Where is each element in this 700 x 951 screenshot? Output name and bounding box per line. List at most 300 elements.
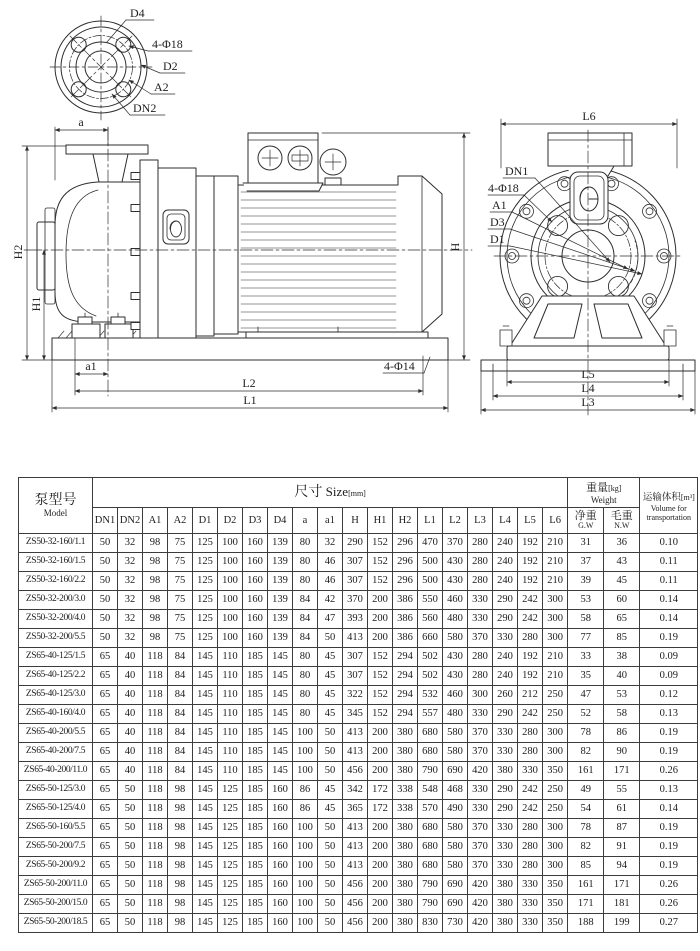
label-dn1: DN1 <box>505 164 529 178</box>
value-cell: 110 <box>218 743 243 762</box>
model-cell: ZS65-50-160/5.5 <box>19 819 93 838</box>
value-cell: 98 <box>168 838 193 857</box>
value-cell: 50 <box>318 857 343 876</box>
value-cell: 580 <box>443 743 468 762</box>
value-cell: 413 <box>343 819 368 838</box>
terminal-box-front <box>548 133 632 166</box>
value-cell: 125 <box>193 610 218 629</box>
value-cell: 790 <box>418 895 443 914</box>
dim-label-h: H <box>448 242 462 252</box>
value-cell: 145 <box>193 876 218 895</box>
dim-label-a: a <box>78 115 84 129</box>
value-cell: 100 <box>293 838 318 857</box>
value-cell: 85 <box>568 857 604 876</box>
value-cell: 370 <box>443 534 468 553</box>
value-cell: 75 <box>168 591 193 610</box>
value-cell: 125 <box>218 876 243 895</box>
value-cell: 192 <box>518 553 543 572</box>
value-cell: 502 <box>418 648 443 667</box>
value-cell: 210 <box>543 534 568 553</box>
value-cell: 192 <box>518 648 543 667</box>
value-cell: 50 <box>318 895 343 914</box>
value-cell: 86 <box>293 781 318 800</box>
value-cell: 370 <box>343 591 368 610</box>
label-d1: D1 <box>490 232 505 246</box>
value-cell: 84 <box>293 629 318 648</box>
value-cell: 53 <box>568 591 604 610</box>
dim-label-l1: L1 <box>243 393 257 407</box>
value-cell: 160 <box>243 629 268 648</box>
value-cell: 100 <box>218 591 243 610</box>
value-cell: 680 <box>418 838 443 857</box>
value-cell: 110 <box>218 705 243 724</box>
value-cell: 50 <box>118 800 143 819</box>
value-cell: 45 <box>318 781 343 800</box>
pump-foot-pad <box>105 324 133 338</box>
value-cell: 50 <box>118 895 143 914</box>
table-row <box>19 705 698 724</box>
value-cell: 690 <box>443 895 468 914</box>
value-cell: 139 <box>268 572 293 591</box>
value-cell: 200 <box>368 819 393 838</box>
value-cell: 480 <box>443 610 468 629</box>
value-cell: 200 <box>368 895 393 914</box>
value-cell: 125 <box>193 553 218 572</box>
table-row <box>19 743 698 762</box>
value-cell: 185 <box>243 686 268 705</box>
value-cell: 330 <box>493 838 518 857</box>
value-cell: 50 <box>93 572 118 591</box>
value-cell: 47 <box>318 610 343 629</box>
col-l2: L2 <box>443 508 468 534</box>
value-cell: 307 <box>343 572 368 591</box>
value-cell: 161 <box>568 876 604 895</box>
value-cell: 200 <box>368 762 393 781</box>
value-cell: 690 <box>443 876 468 895</box>
col-h2: H2 <box>393 508 418 534</box>
value-cell: 0.11 <box>640 553 698 572</box>
table-row <box>19 553 698 572</box>
value-cell: 139 <box>268 553 293 572</box>
value-cell: 210 <box>543 648 568 667</box>
value-cell: 110 <box>218 762 243 781</box>
value-cell: 171 <box>568 895 604 914</box>
value-cell: 50 <box>318 876 343 895</box>
value-cell: 380 <box>393 838 418 857</box>
value-cell: 40 <box>118 743 143 762</box>
value-cell: 98 <box>168 819 193 838</box>
value-cell: 43 <box>604 553 640 572</box>
value-cell: 580 <box>443 819 468 838</box>
value-cell: 242 <box>518 800 543 819</box>
value-cell: 200 <box>368 876 393 895</box>
value-cell: 200 <box>368 743 393 762</box>
value-cell: 145 <box>193 724 218 743</box>
value-cell: 98 <box>143 534 168 553</box>
value-cell: 185 <box>243 914 268 933</box>
model-cell: ZS50-32-200/3.0 <box>19 591 93 610</box>
value-cell: 307 <box>343 648 368 667</box>
value-cell: 290 <box>493 610 518 629</box>
value-cell: 77 <box>568 629 604 648</box>
value-cell: 160 <box>268 819 293 838</box>
value-cell: 118 <box>143 876 168 895</box>
value-cell: 330 <box>518 762 543 781</box>
value-cell: 420 <box>468 895 493 914</box>
value-cell: 50 <box>318 838 343 857</box>
value-cell: 242 <box>518 591 543 610</box>
value-cell: 185 <box>243 705 268 724</box>
value-cell: 330 <box>493 857 518 876</box>
col-d1: D1 <box>193 508 218 534</box>
value-cell: 300 <box>543 724 568 743</box>
value-cell: 160 <box>268 838 293 857</box>
value-cell: 185 <box>243 838 268 857</box>
value-cell: 118 <box>143 686 168 705</box>
dim-label-h2: H2 <box>11 244 25 260</box>
value-cell: 0.14 <box>640 800 698 819</box>
value-cell: 45 <box>318 800 343 819</box>
value-cell: 65 <box>93 876 118 895</box>
value-cell: 250 <box>543 781 568 800</box>
value-cell: 32 <box>118 553 143 572</box>
value-cell: 50 <box>118 914 143 933</box>
value-cell: 160 <box>268 876 293 895</box>
value-cell: 118 <box>143 800 168 819</box>
table-row <box>19 914 698 933</box>
value-cell: 45 <box>318 686 343 705</box>
value-cell: 350 <box>543 876 568 895</box>
value-cell: 50 <box>318 914 343 933</box>
value-cell: 100 <box>293 895 318 914</box>
value-cell: 185 <box>243 648 268 667</box>
value-cell: 39 <box>568 572 604 591</box>
value-cell: 118 <box>143 667 168 686</box>
table-row <box>19 800 698 819</box>
value-cell: 145 <box>193 819 218 838</box>
col-a2: A2 <box>168 508 193 534</box>
value-cell: 680 <box>418 819 443 838</box>
value-cell: 420 <box>468 762 493 781</box>
value-cell: 50 <box>318 724 343 743</box>
value-cell: 413 <box>343 743 368 762</box>
value-cell: 185 <box>243 857 268 876</box>
value-cell: 98 <box>168 914 193 933</box>
value-cell: 80 <box>293 686 318 705</box>
value-cell: 557 <box>418 705 443 724</box>
value-cell: 152 <box>368 572 393 591</box>
brand-badge <box>570 172 608 224</box>
value-cell: 50 <box>318 629 343 648</box>
value-cell: 125 <box>193 629 218 648</box>
value-cell: 84 <box>168 705 193 724</box>
value-cell: 139 <box>268 629 293 648</box>
value-cell: 80 <box>293 553 318 572</box>
value-cell: 580 <box>443 857 468 876</box>
value-cell: 145 <box>268 743 293 762</box>
value-cell: 185 <box>243 781 268 800</box>
value-cell: 50 <box>118 857 143 876</box>
value-cell: 830 <box>418 914 443 933</box>
value-cell: 0.19 <box>640 743 698 762</box>
value-cell: 250 <box>543 705 568 724</box>
value-cell: 260 <box>493 686 518 705</box>
value-cell: 50 <box>93 610 118 629</box>
value-cell: 160 <box>268 800 293 819</box>
value-cell: 36 <box>604 534 640 553</box>
value-cell: 240 <box>493 553 518 572</box>
value-cell: 145 <box>193 895 218 914</box>
value-cell: 330 <box>468 591 493 610</box>
value-cell: 145 <box>193 686 218 705</box>
value-cell: 680 <box>418 857 443 876</box>
value-cell: 145 <box>268 686 293 705</box>
value-cell: 50 <box>93 534 118 553</box>
value-cell: 500 <box>418 553 443 572</box>
value-cell: 380 <box>393 762 418 781</box>
value-cell: 118 <box>143 838 168 857</box>
value-cell: 300 <box>468 686 493 705</box>
value-cell: 296 <box>393 572 418 591</box>
table-row <box>19 724 698 743</box>
value-cell: 160 <box>243 534 268 553</box>
value-cell: 386 <box>393 610 418 629</box>
value-cell: 420 <box>468 876 493 895</box>
baseplate <box>52 338 448 360</box>
table-row <box>19 895 698 914</box>
value-cell: 210 <box>543 572 568 591</box>
value-cell: 0.09 <box>640 667 698 686</box>
value-cell: 570 <box>418 800 443 819</box>
value-cell: 145 <box>268 705 293 724</box>
value-cell: 42 <box>318 591 343 610</box>
col-net-weight: 毛重 N.W <box>604 508 640 534</box>
value-cell: 0.26 <box>640 876 698 895</box>
value-cell: 80 <box>293 648 318 667</box>
value-cell: 188 <box>568 914 604 933</box>
value-cell: 300 <box>543 819 568 838</box>
table-row <box>19 762 698 781</box>
value-cell: 242 <box>518 610 543 629</box>
col-d2: D2 <box>218 508 243 534</box>
value-cell: 125 <box>218 857 243 876</box>
value-cell: 250 <box>543 800 568 819</box>
value-cell: 65 <box>93 895 118 914</box>
model-cell: ZS65-50-200/11.0 <box>19 876 93 895</box>
value-cell: 118 <box>143 914 168 933</box>
value-cell: 185 <box>243 724 268 743</box>
value-cell: 125 <box>218 781 243 800</box>
table-body <box>19 534 698 933</box>
header-weight: 重量[kg] Weight <box>568 478 640 508</box>
value-cell: 730 <box>443 914 468 933</box>
value-cell: 118 <box>143 705 168 724</box>
value-cell: 386 <box>393 591 418 610</box>
value-cell: 100 <box>218 534 243 553</box>
value-cell: 45 <box>318 705 343 724</box>
col-a: a <box>293 508 318 534</box>
value-cell: 65 <box>93 686 118 705</box>
value-cell: 0.19 <box>640 819 698 838</box>
value-cell: 380 <box>393 876 418 895</box>
value-cell: 330 <box>518 914 543 933</box>
table-row <box>19 610 698 629</box>
value-cell: 380 <box>393 819 418 838</box>
value-cell: 280 <box>468 553 493 572</box>
value-cell: 60 <box>604 591 640 610</box>
value-cell: 330 <box>493 819 518 838</box>
value-cell: 110 <box>218 686 243 705</box>
value-cell: 280 <box>518 838 543 857</box>
value-cell: 0.11 <box>640 572 698 591</box>
value-cell: 94 <box>604 857 640 876</box>
value-cell: 0.13 <box>640 781 698 800</box>
value-cell: 294 <box>393 686 418 705</box>
value-cell: 430 <box>443 648 468 667</box>
value-cell: 296 <box>393 534 418 553</box>
model-cell: ZS50-32-200/4.0 <box>19 610 93 629</box>
value-cell: 300 <box>543 591 568 610</box>
model-cell: ZS65-50-125/3.0 <box>19 781 93 800</box>
value-cell: 98 <box>168 876 193 895</box>
value-cell: 49 <box>568 781 604 800</box>
pump-casing <box>55 182 140 322</box>
value-cell: 200 <box>368 591 393 610</box>
table-row <box>19 629 698 648</box>
value-cell: 118 <box>143 743 168 762</box>
table-row <box>19 781 698 800</box>
value-cell: 46 <box>318 572 343 591</box>
value-cell: 65 <box>93 857 118 876</box>
value-cell: 86 <box>293 800 318 819</box>
value-cell: 338 <box>393 781 418 800</box>
header-volume: 运输体积[m³] Volume for transportation <box>640 478 698 534</box>
value-cell: 161 <box>568 762 604 781</box>
value-cell: 152 <box>368 667 393 686</box>
value-cell: 500 <box>418 572 443 591</box>
col-dn2: DN2 <box>118 508 143 534</box>
value-cell: 100 <box>293 762 318 781</box>
value-cell: 125 <box>193 591 218 610</box>
value-cell: 45 <box>318 648 343 667</box>
table-row <box>19 686 698 705</box>
col-a1: A1 <box>143 508 168 534</box>
value-cell: 330 <box>518 895 543 914</box>
value-cell: 413 <box>343 857 368 876</box>
value-cell: 580 <box>443 629 468 648</box>
value-cell: 185 <box>243 876 268 895</box>
dimension-table <box>18 477 698 933</box>
discharge-flange <box>66 145 148 154</box>
value-cell: 118 <box>143 724 168 743</box>
value-cell: 55 <box>604 781 640 800</box>
value-cell: 40 <box>118 667 143 686</box>
value-cell: 280 <box>518 819 543 838</box>
label-d4: D4 <box>130 6 145 20</box>
value-cell: 98 <box>168 895 193 914</box>
value-cell: 181 <box>604 895 640 914</box>
value-cell: 50 <box>318 762 343 781</box>
value-cell: 65 <box>93 819 118 838</box>
col-l6: L6 <box>543 508 568 534</box>
table-row <box>19 591 698 610</box>
value-cell: 32 <box>118 534 143 553</box>
value-cell: 0.27 <box>640 914 698 933</box>
value-cell: 100 <box>293 914 318 933</box>
value-cell: 100 <box>293 876 318 895</box>
table-row <box>19 838 698 857</box>
value-cell: 386 <box>393 629 418 648</box>
value-cell: 342 <box>343 781 368 800</box>
label-base-holes: 4-Φ14 <box>384 359 415 373</box>
model-cell: ZS65-40-160/4.0 <box>19 705 93 724</box>
value-cell: 145 <box>193 800 218 819</box>
value-cell: 468 <box>443 781 468 800</box>
value-cell: 200 <box>368 914 393 933</box>
value-cell: 65 <box>93 800 118 819</box>
value-cell: 118 <box>143 762 168 781</box>
dim-label-a1: a1 <box>85 359 97 373</box>
model-cell: ZS65-50-200/7.5 <box>19 838 93 857</box>
value-cell: 290 <box>493 591 518 610</box>
value-cell: 420 <box>468 914 493 933</box>
value-cell: 0.14 <box>640 610 698 629</box>
value-cell: 65 <box>93 667 118 686</box>
value-cell: 330 <box>468 800 493 819</box>
col-l4: L4 <box>493 508 518 534</box>
col-a1-small: a1 <box>318 508 343 534</box>
value-cell: 84 <box>168 762 193 781</box>
value-cell: 502 <box>418 667 443 686</box>
value-cell: 118 <box>143 648 168 667</box>
value-cell: 380 <box>393 895 418 914</box>
value-cell: 548 <box>418 781 443 800</box>
value-cell: 139 <box>268 591 293 610</box>
dim-label-l4: L4 <box>581 381 595 395</box>
label-bolt-holes-2: 4-Φ18 <box>152 37 183 51</box>
col-d4: D4 <box>268 508 293 534</box>
col-dn1: DN1 <box>93 508 118 534</box>
value-cell: 680 <box>418 724 443 743</box>
model-cell: ZS65-50-125/4.0 <box>19 800 93 819</box>
value-cell: 145 <box>268 667 293 686</box>
value-cell: 84 <box>168 648 193 667</box>
value-cell: 185 <box>243 819 268 838</box>
value-cell: 110 <box>218 667 243 686</box>
value-cell: 330 <box>518 876 543 895</box>
value-cell: 370 <box>468 819 493 838</box>
value-cell: 145 <box>193 762 218 781</box>
value-cell: 280 <box>468 648 493 667</box>
value-cell: 100 <box>293 857 318 876</box>
value-cell: 0.10 <box>640 534 698 553</box>
value-cell: 145 <box>193 857 218 876</box>
value-cell: 280 <box>518 743 543 762</box>
value-cell: 171 <box>604 762 640 781</box>
value-cell: 240 <box>493 667 518 686</box>
value-cell: 200 <box>368 629 393 648</box>
value-cell: 61 <box>604 800 640 819</box>
value-cell: 200 <box>368 838 393 857</box>
value-cell: 300 <box>543 857 568 876</box>
value-cell: 532 <box>418 686 443 705</box>
value-cell: 250 <box>543 686 568 705</box>
value-cell: 240 <box>493 534 518 553</box>
value-cell: 65 <box>604 610 640 629</box>
col-l1: L1 <box>418 508 443 534</box>
value-cell: 86 <box>604 724 640 743</box>
col-d3: D3 <box>243 508 268 534</box>
